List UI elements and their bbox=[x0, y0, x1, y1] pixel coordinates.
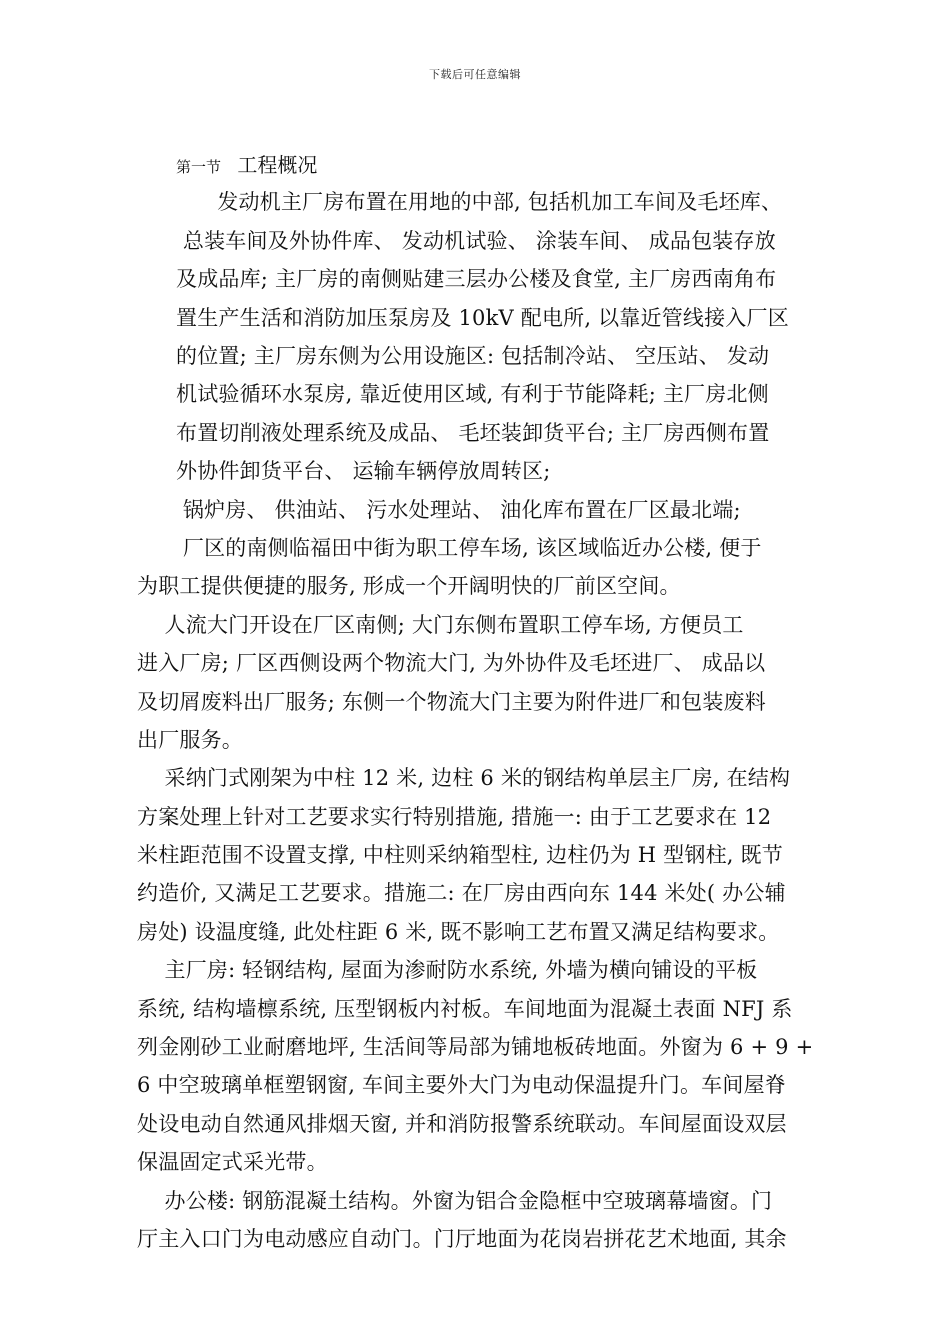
text-line: 房处) 设温度缝, 此处柱距 6 米, 既不影响工艺布置又满足结构要求。 bbox=[137, 920, 780, 944]
text-line: 布置切削液处理系统及成品、 毛坯装卸货平台; 主厂房西侧布置 bbox=[176, 421, 770, 445]
text-line: 列金刚砂工业耐磨地坪, 生活间等局部为铺地板砖地面。外窗为 6 + 9 + bbox=[137, 1035, 814, 1059]
text-line: 办公楼: 钢筋混凝土结构。外窗为铝合金隐框中空玻璃幕墙窗。门 bbox=[137, 1189, 773, 1213]
text-line: 采纳门式刚架为中柱 12 米, 边柱 6 米的钢结构单层主厂房, 在结构 bbox=[137, 766, 791, 790]
text-line: 锅炉房、 供油站、 污水处理站、 油化库布置在厂区最北端; bbox=[176, 498, 741, 522]
text-line: 及成品库; 主厂房的南侧贴建三层办公楼及食堂, 主厂房西南角布 bbox=[176, 267, 777, 291]
text-line: 方案处理上针对工艺要求实行特别措施, 措施一: 由于工艺要求在 12 bbox=[137, 805, 772, 829]
text-line: 外协件卸货平台、 运输车辆停放周转区; bbox=[176, 459, 551, 483]
text-line: 为职工提供便捷的服务, 形成一个开阔明快的厂前区空间。 bbox=[137, 574, 681, 598]
text-line: 主厂房: 轻钢结构, 屋面为渗耐防水系统, 外墙为横向铺设的平板 bbox=[137, 958, 758, 982]
text-line: 发动机主厂房布置在用地的中部, 包括机加工车间及毛坯库、 bbox=[176, 190, 783, 214]
text-line: 系统, 结构墙檩系统, 压型钢板内衬板。车间地面为混凝土表面 NFJ 系 bbox=[137, 997, 793, 1021]
text-line: 置生产生活和消防加压泵房及 10kV 配电所, 以靠近管线接入厂区 bbox=[176, 306, 789, 330]
text-line: 6 中空玻璃单框塑钢窗, 车间主要外大门为电动保温提升门。车间屋脊 bbox=[137, 1073, 786, 1097]
section-title: 工程概况 bbox=[237, 153, 318, 177]
text-line: 约造价, 又满足工艺要求。措施二: 在厂房由西向东 144 米处( 办公辅 bbox=[137, 881, 786, 905]
page-header-note: 下载后可任意编辑 bbox=[429, 68, 521, 81]
text-line: 出厂服务。 bbox=[137, 728, 243, 752]
text-line: 的位置; 主厂房东侧为公用设施区: 包括制冷站、 空压站、 发动 bbox=[176, 344, 770, 368]
section-heading bbox=[176, 153, 317, 179]
text-line: 进入厂房; 厂区西侧设两个物流大门, 为外协件及毛坯进厂、 成品以 bbox=[137, 651, 766, 675]
text-line: 处设电动自然通风排烟天窗, 并和消防报警系统联动。车间屋面设双层 bbox=[137, 1112, 787, 1136]
text-line: 厅主入口门为电动感应自动门。门厅地面为花岗岩拼花艺术地面, 其余 bbox=[137, 1227, 787, 1251]
text-line: 米柱距范围不设置支撑, 中柱则采纳箱型柱, 边柱仍为 H 型钢柱, 既节 bbox=[137, 843, 783, 867]
text-line: 人流大门开设在厂区南侧; 大门东侧布置职工停车场, 方便员工 bbox=[137, 613, 744, 637]
text-line: 厂区的南侧临福田中街为职工停车场, 该区域临近办公楼, 便于 bbox=[176, 536, 762, 560]
text-line: 及切屑废料出厂服务; 东侧一个物流大门主要为附件进厂和包装废料 bbox=[137, 690, 766, 714]
text-line: 机试验循环水泵房, 靠近使用区域, 有利于节能降耗; 主厂房北侧 bbox=[176, 382, 769, 406]
text-line: 总装车间及外协件库、 发动机试验、 涂装车间、 成品包装存放 bbox=[176, 229, 776, 253]
section-number: 第一节 bbox=[176, 158, 222, 176]
text-line: 保温固定式采光带。 bbox=[137, 1150, 328, 1174]
